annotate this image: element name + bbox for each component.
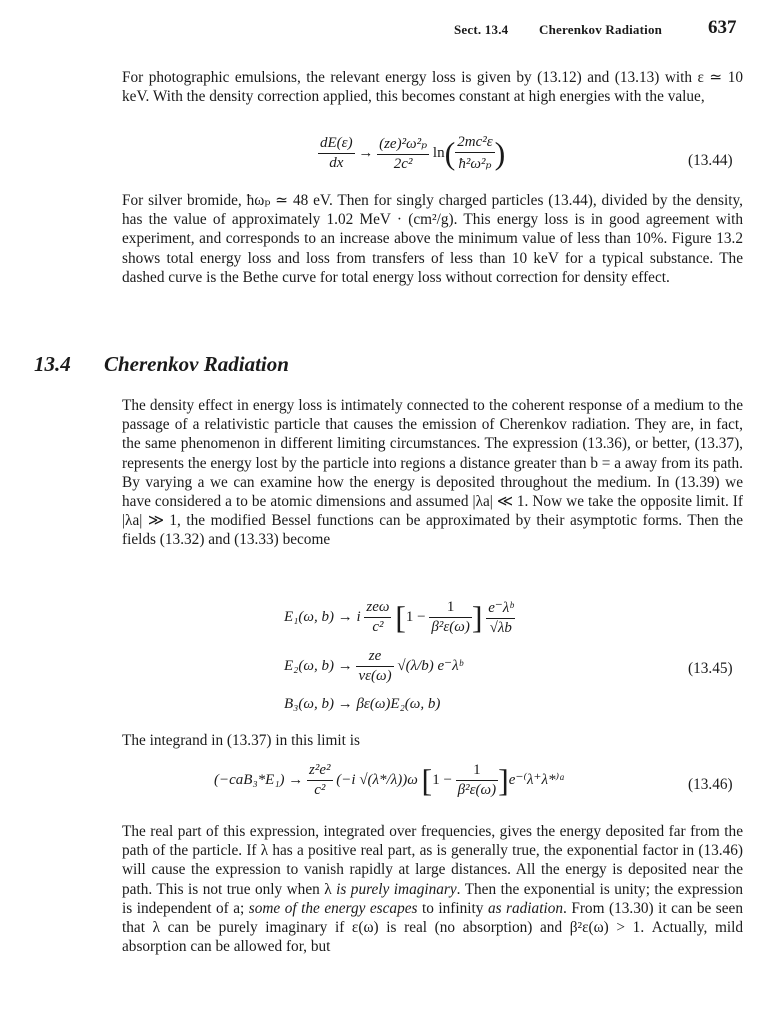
paragraph-density-effect: The density effect in energy loss is intimately connected to the coherent response of a medium to the passage of a relativistic particle that causes the emission of Cherenkov radiation. They are, in fact, the same phenomenon in different limiting circumstances. The expression (13.36), or better, (13.37), represents the energy lost by the particle into regions a distance greater than b = a away from its path. By varying a we can examine how the energy is deposited throughout the medium. In (13.39) we have considered a to be atomic dimensions and assumed |λa| ≪ 1. Now we take the opposite limit. If |λa| ≫ 1, the modified Bessel functions can be approximated by their asymptotic forms. Then the fields (13.32) and (13.33) become [122, 397, 743, 549]
running-head-section: Sect. 13.4 [454, 22, 509, 37]
equation-number-13-44: (13.44) [688, 152, 733, 169]
eq-13-44-log-argument: $\frac{\text{2mc²ε}}{\text{ħ²ω²ₚ}}$ [457, 134, 493, 172]
equation-13-45-e1: E₁(ω, b) → i $\frac{\text{zeω}}{\text{c²}}$ [1 − $\frac{1}{\text{β²ε(ω)}}$ ] $\frac{\text{e⁻λᵇ}}{√\lambda b}$ [284, 599, 514, 636]
paragraph-silver-bromide: For silver bromide, ħωₚ ≃ 48 eV. Then for singly charged particles (13.44), divided by the density, has the value of approximately 1.02 MeV · (cm²/g). This energy loss is in good agreement with experiment, and corresponds to an increase above the minimum value of less than 10%. Figure 13.2 shows total energy loss and loss from transfers of less than 10 keV for a typical substance. The dashed curve is the Bethe curve for total energy loss without correction for density effect. [122, 192, 743, 286]
section-title: Cherenkov Radiation [104, 352, 289, 376]
paragraph-emulsions: For photographic emulsions, the relevant energy loss is given by (13.12) and (13.13) with ε ≃ 10 keV. With the density correction applied, this becomes constant at high energies with the value, [122, 69, 743, 106]
equation-13-46: (−caB₃*E₁) → $\frac{\text{z²e²}}{\text{c²}}$ (−i √(λ*/λ))ω [1 − $\frac{1}{\text{β²ε(ω)}}$ ]e⁻⁽λ⁺λ*⁾ᵃ [214, 762, 566, 798]
section-number: 13.4 [34, 352, 71, 376]
equation-number-13-45: (13.45) [688, 660, 733, 677]
page-number: 637 [708, 17, 737, 38]
paragraph-real-part: The real part of this expression, integrated over frequencies, gives the energy deposited far from the path of the particle. If λ has a positive real part, as is generally true, the exponential factor in (13.46) will cause the expression to vanish rapidly at large distances. All the energy is deposited near the path. This is not true only when λ is purely imaginary. Then the exponential is unity; the expression is independent of a; some of the energy escapes to infinity as radiation. From (13.30) it can be seen that λ can be purely imaginary if ε(ω) is real (no absorption) and β²ε(ω) > 1. Actually, mild absorption can be allowed for, but [122, 823, 743, 956]
eq-13-44-lhs: $\frac{dE(\varepsilon)}{dx}$ [320, 135, 353, 171]
paragraph-integrand: The integrand in (13.37) in this limit is [122, 732, 360, 749]
running-head-title: Cherenkov Radiation [539, 22, 663, 37]
equation-number-13-46: (13.46) [688, 776, 733, 793]
equation-13-44: $\frac{dE(\varepsilon)}{dx}$ → $\frac{\text{(ze)²ω²ₚ}}{\text{2c²}}$ ln( $\frac{\text{2mc²ε}}{\text{ħ²ω²ₚ}}$ ) [320, 134, 506, 172]
equation-13-45-e2: E₂(ω, b) → $\frac{ze}{v\varepsilon(\omega)}$ √(λ/b) e⁻λᵇ [284, 648, 463, 684]
equation-13-45-b3: B₃(ω, b) → βε(ω)E₂(ω, b) [284, 696, 441, 712]
eq-13-44-coefficient: $\frac{\text{(ze)²ω²ₚ}}{\text{2c²}}$ [379, 136, 428, 172]
